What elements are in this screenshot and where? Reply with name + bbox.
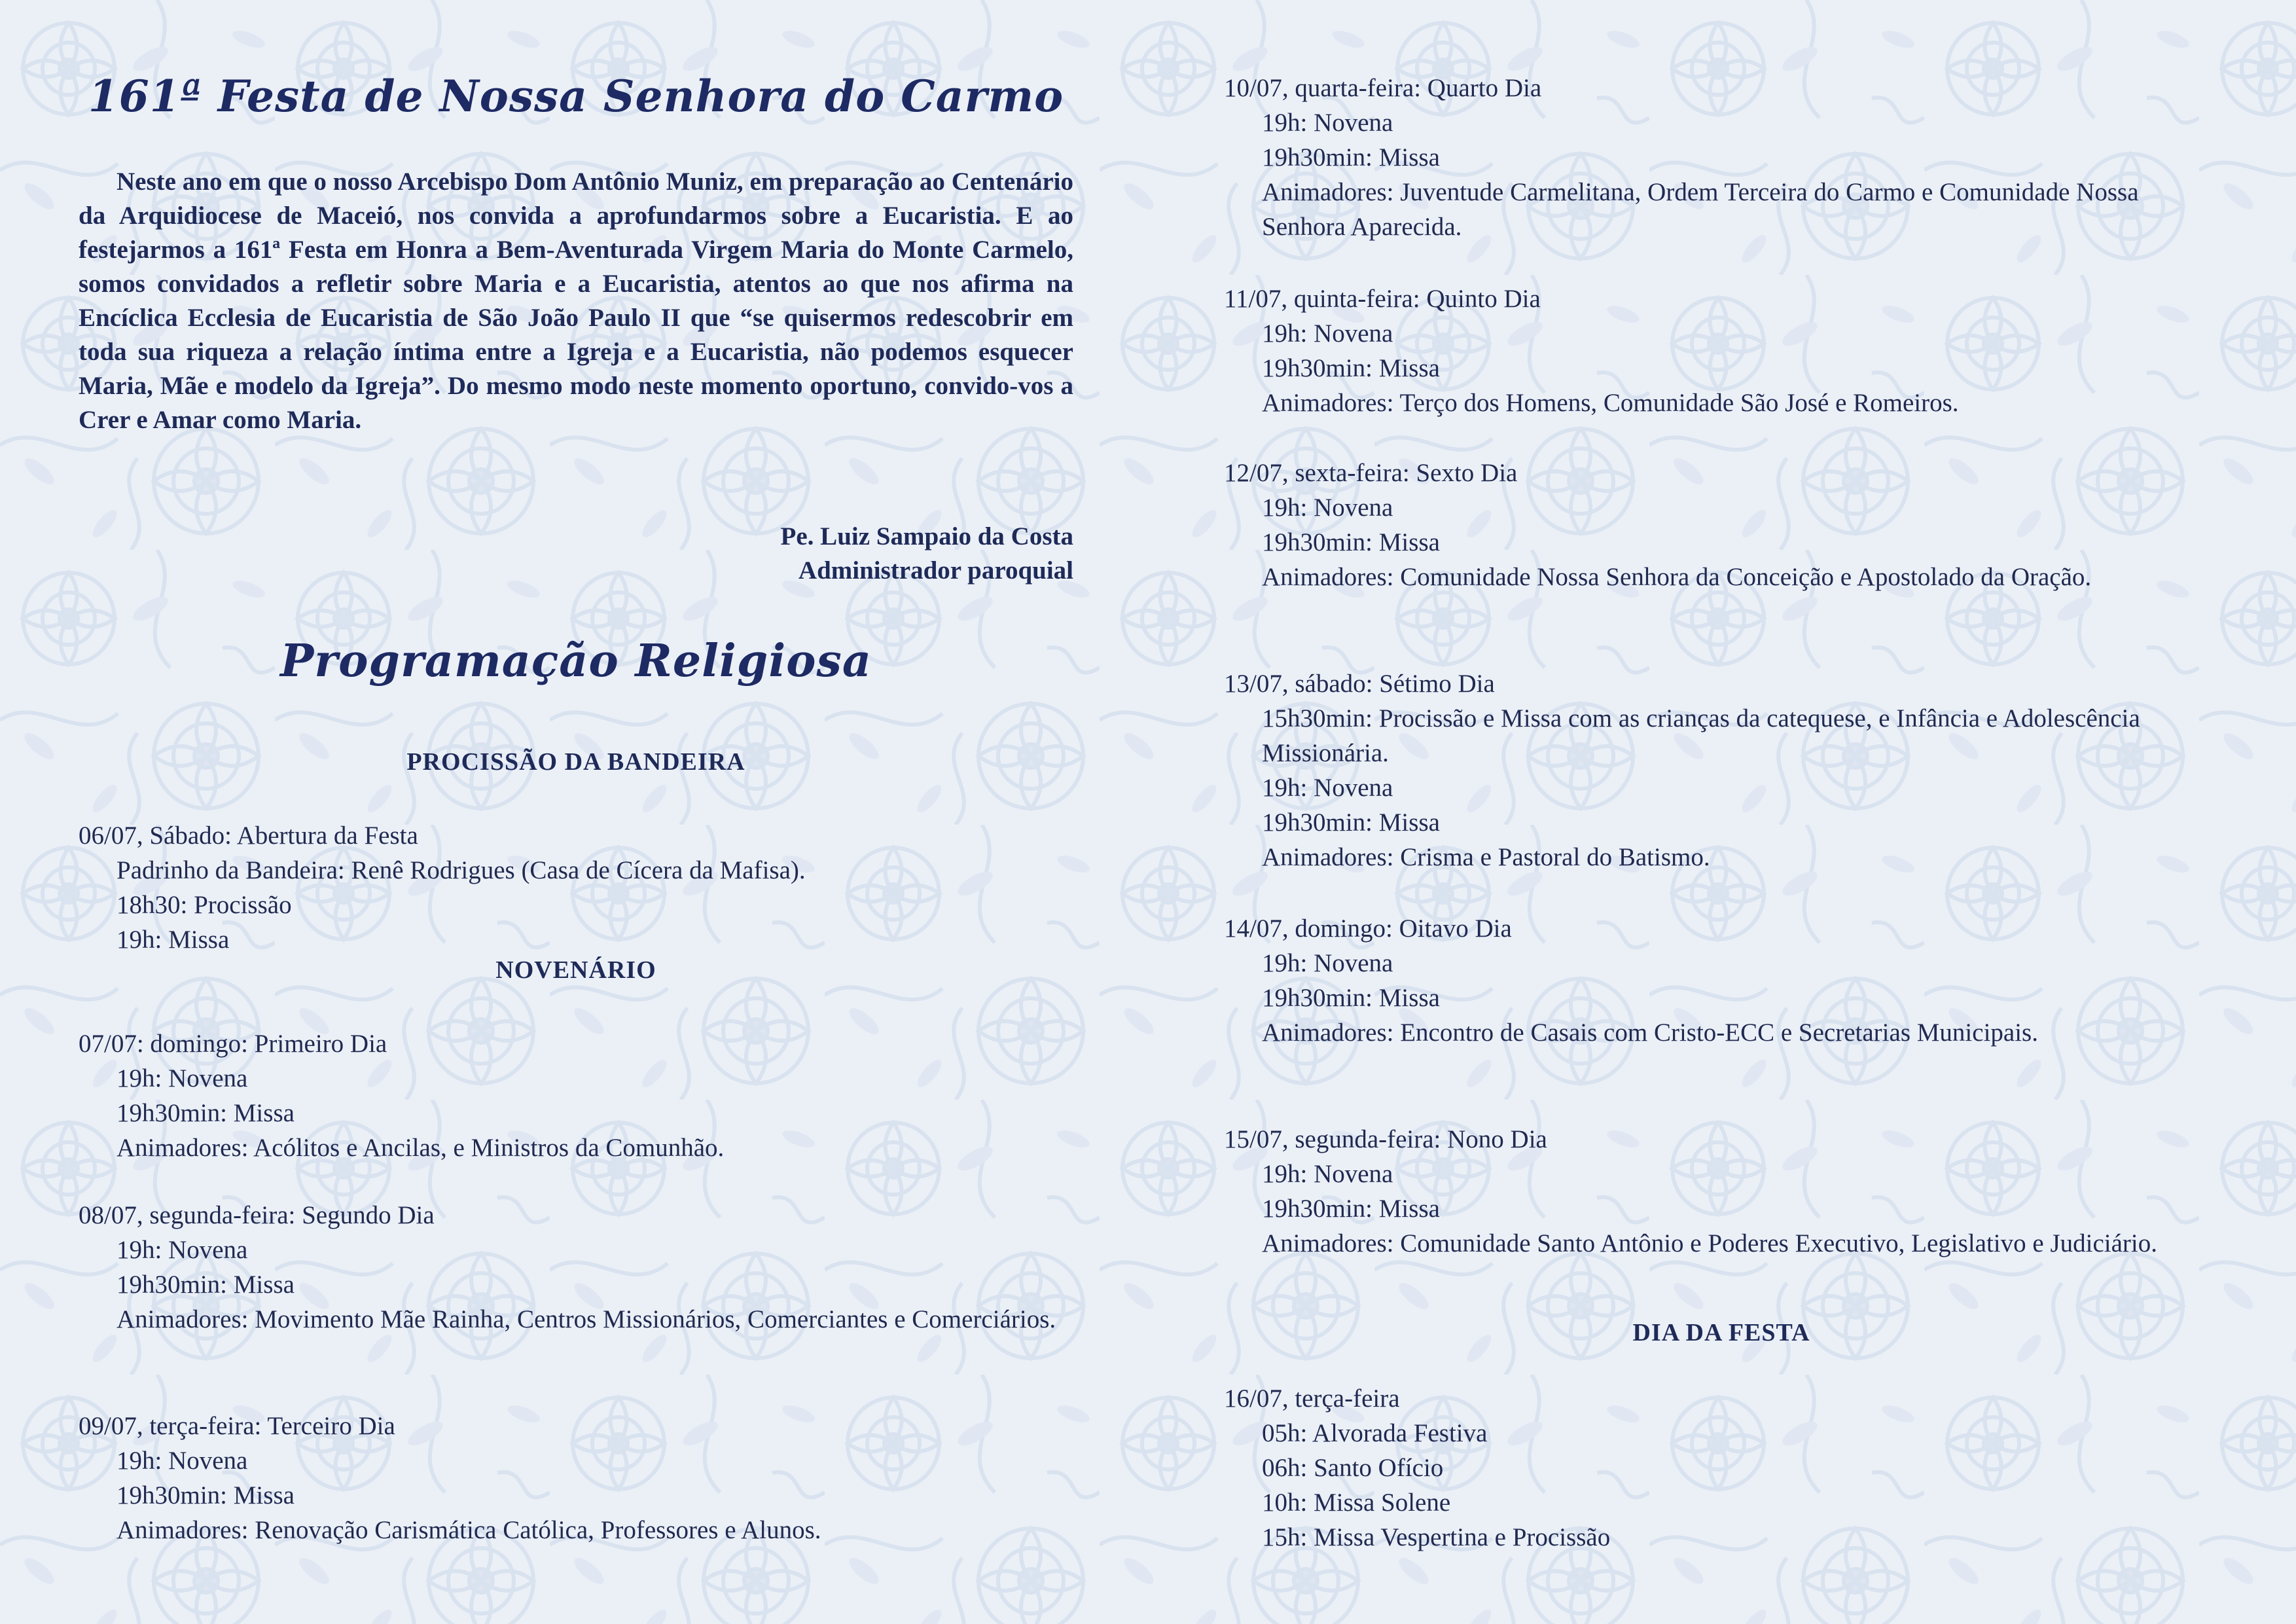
schedule-day <box>1224 456 2219 594</box>
day-line: Animadores: Renovação Carismática Católica, Professores e Alunos. <box>117 1516 821 1544</box>
schedule-day <box>1224 281 2219 420</box>
intro-paragraph: Neste ano em que o nosso Arcebispo Dom Antônio Muniz, em preparação ao Centenário da Arquidiocese de Maceió, nos convida a aprofundarmos sobre a Eucaristia. E ao festejarmos a 161ª Festa em Honra a Bem-Aventurada Virgem Maria do Monte Carmelo, somos convidados a refletir sobre Maria e a Eucaristia, atentos ao que nos afirma na Encíclica Ecclesia de Eucaristia de São João Paulo II que “se quisermos redescobrir em toda sua riqueza a relação íntima entre a Igreja e a Eucaristia, não podemos esquecer Maria, Mãe e modelo da Igreja”. Do mesmo modo neste momento oportuno, convido-vos a Crer e Amar como Maria. <box>79 168 1073 434</box>
day-line: 18h30: Procissão <box>117 891 292 919</box>
day-line: Animadores: Encontro de Casais com Cristo-ECC e Secretarias Municipais. <box>1262 1019 2038 1047</box>
day-line: 19h30min: Missa <box>1262 354 1440 382</box>
day-heading: 08/07, segunda-feira: Segundo Dia <box>79 1201 435 1229</box>
day-line: 19h30min: Missa <box>1262 808 1440 837</box>
program-title: Programação Religiosa <box>280 635 872 687</box>
day-line: 19h: Missa <box>117 926 230 954</box>
schedule-day <box>1224 911 2219 1050</box>
schedule-day <box>79 1026 1073 1165</box>
day-line: 19h: Novena <box>1262 1160 1393 1188</box>
day-line: 19h30min: Missa <box>1262 528 1440 556</box>
schedule-day <box>79 1409 1073 1547</box>
day-line: 19h30min: Missa <box>1262 143 1440 171</box>
day-line: Animadores: Comunidade Nossa Senhora da Conceição e Apostolado da Oração. <box>1262 563 2092 591</box>
day-line: 19h: Novena <box>1262 494 1393 522</box>
day-heading: 15/07, segunda-feira: Nono Dia <box>1224 1125 1547 1153</box>
day-heading: 13/07, sábado: Sétimo Dia <box>1224 670 1495 698</box>
day-line: 06h: Santo Ofício <box>1262 1454 1444 1482</box>
day-line: 05h: Alvorada Festiva <box>1262 1419 1488 1447</box>
signature-block <box>79 520 1073 588</box>
day-line: 19h: Novena <box>1262 319 1393 348</box>
schedule-day <box>79 1198 1073 1337</box>
day-line: 19h: Novena <box>117 1236 248 1264</box>
day-heading: 12/07, sexta-feira: Sexto Dia <box>1224 459 1518 487</box>
day-line: Padrinho da Bandeira: Renê Rodrigues (Casa de Cícera da Mafisa). <box>117 856 806 884</box>
schedule-day <box>1224 666 2219 875</box>
day-heading: 14/07, domingo: Oitavo Dia <box>1224 914 1512 943</box>
section-heading-novenario: NOVENÁRIO <box>495 956 656 984</box>
day-line: Animadores: Juventude Carmelitana, Ordem Terceira do Carmo e Comunidade Nossa Senhora Aparecida. <box>1262 178 2139 241</box>
day-line: Animadores: Crisma e Pastoral do Batismo. <box>1262 843 1710 871</box>
schedule-day <box>1224 1122 2219 1261</box>
day-line: 19h30min: Missa <box>117 1099 295 1127</box>
day-line: 19h30min: Missa <box>117 1481 295 1509</box>
day-line: 15h: Missa Vespertina e Procissão <box>1262 1523 1611 1551</box>
page-title: 161ª Festa de Nossa Senhora do Carmo <box>88 71 1064 122</box>
signature-name: Pe. Luiz Sampaio da Costa <box>780 522 1073 550</box>
day-line: 19h30min: Missa <box>117 1271 295 1299</box>
day-line: 19h: Novena <box>1262 109 1393 137</box>
day-line: 19h: Novena <box>117 1447 248 1475</box>
day-line: 19h: Novena <box>1262 949 1393 977</box>
day-line: 19h: Novena <box>117 1064 248 1092</box>
day-heading: 07/07: domingo: Primeiro Dia <box>79 1030 387 1058</box>
day-heading: 11/07, quinta-feira: Quinto Dia <box>1224 285 1541 313</box>
schedule-day <box>1224 1381 2219 1555</box>
day-heading: 06/07, Sábado: Abertura da Festa <box>79 821 418 850</box>
day-line: 19h30min: Missa <box>1262 1195 1440 1223</box>
day-line: Animadores: Comunidade Santo Antônio e Poderes Executivo, Legislativo e Judiciário. <box>1262 1229 2157 1257</box>
schedule-day <box>1224 71 2219 244</box>
day-heading: 09/07, terça-feira: Terceiro Dia <box>79 1412 395 1440</box>
signature-role: Administrador paroquial <box>798 556 1073 585</box>
day-line: 19h30min: Missa <box>1262 984 1440 1012</box>
day-line: 19h: Novena <box>1262 774 1393 802</box>
day-heading: 16/07, terça-feira <box>1224 1384 1400 1413</box>
section-heading-bandeira: PROCISSÃO DA BANDEIRA <box>406 748 745 776</box>
day-line: Animadores: Movimento Mãe Rainha, Centros Missionários, Comerciantes e Comerciários. <box>117 1305 1056 1333</box>
day-line: Animadores: Acólitos e Ancilas, e Ministros da Comunhão. <box>117 1134 725 1162</box>
day-line: 15h30min: Procissão e Missa com as crianças da catequese, e Infância e Adolescência Missionária. <box>1262 704 2140 767</box>
day-heading: 10/07, quarta-feira: Quarto Dia <box>1224 74 1542 102</box>
schedule-day <box>79 818 1073 957</box>
day-line: Animadores: Terço dos Homens, Comunidade São José e Romeiros. <box>1262 389 1959 417</box>
day-line: 10h: Missa Solene <box>1262 1489 1451 1517</box>
section-heading-festa: DIA DA FESTA <box>1632 1319 1810 1346</box>
